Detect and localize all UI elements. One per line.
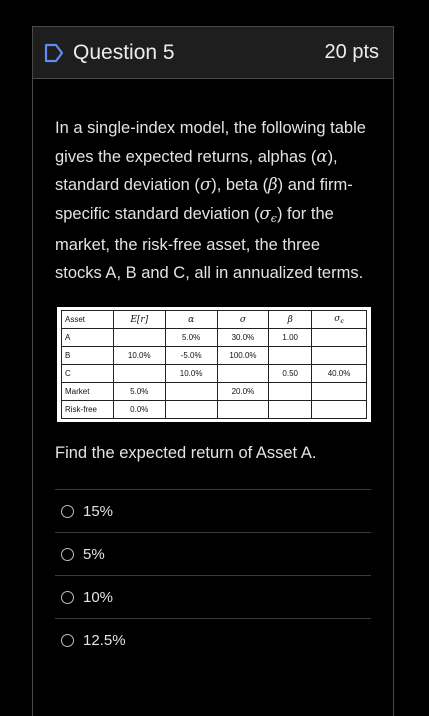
data-table [61,310,367,419]
answer-label[interactable]: 10% [83,588,114,606]
table-cell [269,347,312,365]
beta-symbol: β [268,175,278,194]
table-cell [269,401,312,419]
table-cell [269,383,312,401]
answer-option[interactable] [55,575,371,618]
header-beta: β [269,311,312,329]
table-cell [113,365,165,383]
table-cell: 1.00 [269,329,312,347]
table-row [62,329,367,347]
table-cell [312,401,367,419]
table-cell: 0.50 [269,365,312,383]
table-cell: 5.0% [113,383,165,401]
header-sigma: σ [217,311,269,329]
table-cell: C [62,365,114,383]
answer-options [55,489,371,661]
prompt-text: ) for the market, the risk-free asset, the three stocks A, B and C, all in annualized terms. [55,204,364,282]
radio-button[interactable] [61,634,74,647]
table-row [62,347,367,365]
table-cell [217,365,269,383]
table-cell: 5.0% [165,329,217,347]
table-cell: -5.0% [165,347,217,365]
answer-label[interactable]: 12.5% [83,631,126,649]
table-row [62,401,367,419]
table-cell: 30.0% [217,329,269,347]
table-cell [217,401,269,419]
table-cell: Market [62,383,114,401]
sigma-epsilon-symbol [260,204,277,223]
table-cell: B [62,347,114,365]
sigma-symbol: σ [199,175,212,194]
table-cell [312,329,367,347]
question-card [32,26,394,716]
table-cell: 100.0% [217,347,269,365]
header-asset: Asset [62,311,114,329]
table-cell: 40.0% [312,365,367,383]
table-cell: 10.0% [113,347,165,365]
table-cell: A [62,329,114,347]
table-row [62,365,367,383]
alpha-symbol: α [316,146,328,166]
question-body [33,115,393,661]
table-cell [165,383,217,401]
table-cell: Risk-free [62,401,114,419]
prompt-text: ), standard deviation ( [55,147,338,194]
prompt-text: In a single-index model, the following table gives the expected returns, alphas ( [55,119,366,166]
table-cell [165,401,217,419]
question-header [33,27,393,79]
prompt-text: ), beta ( [211,176,269,194]
flag-icon[interactable] [43,43,65,63]
table-cell [312,383,367,401]
header-alpha: α [165,311,217,329]
table-cell: 20.0% [217,383,269,401]
question-instruction: Find the expected return of Asset A. [55,444,317,462]
header-sigma-e [312,311,367,329]
answer-option[interactable] [55,489,371,532]
question-prompt [55,115,371,287]
data-table-image [57,307,371,422]
answer-label[interactable]: 15% [83,502,114,520]
table-cell: 10.0% [165,365,217,383]
question-title: Question 5 [73,40,175,64]
sigma-symbol: σ [259,203,271,223]
epsilon-subscript: ϵ [340,318,344,325]
table-cell: 0.0% [113,401,165,419]
epsilon-subscript: ϵ [270,211,277,225]
header-expected-return: E[r] [113,311,165,329]
table-header-row [62,311,367,329]
radio-button[interactable] [61,505,74,518]
table-row [62,383,367,401]
question-points: 20 pts [324,41,379,63]
answer-label[interactable]: 5% [83,545,105,563]
answer-option[interactable] [55,618,371,661]
table-cell [113,329,165,347]
prompt-text: ) and firm-specific standard deviation ( [55,176,353,223]
radio-button[interactable] [61,548,74,561]
radio-button[interactable] [61,591,74,604]
sigma-symbol: σ [334,314,341,324]
answer-option[interactable] [55,532,371,575]
table-cell [312,347,367,365]
